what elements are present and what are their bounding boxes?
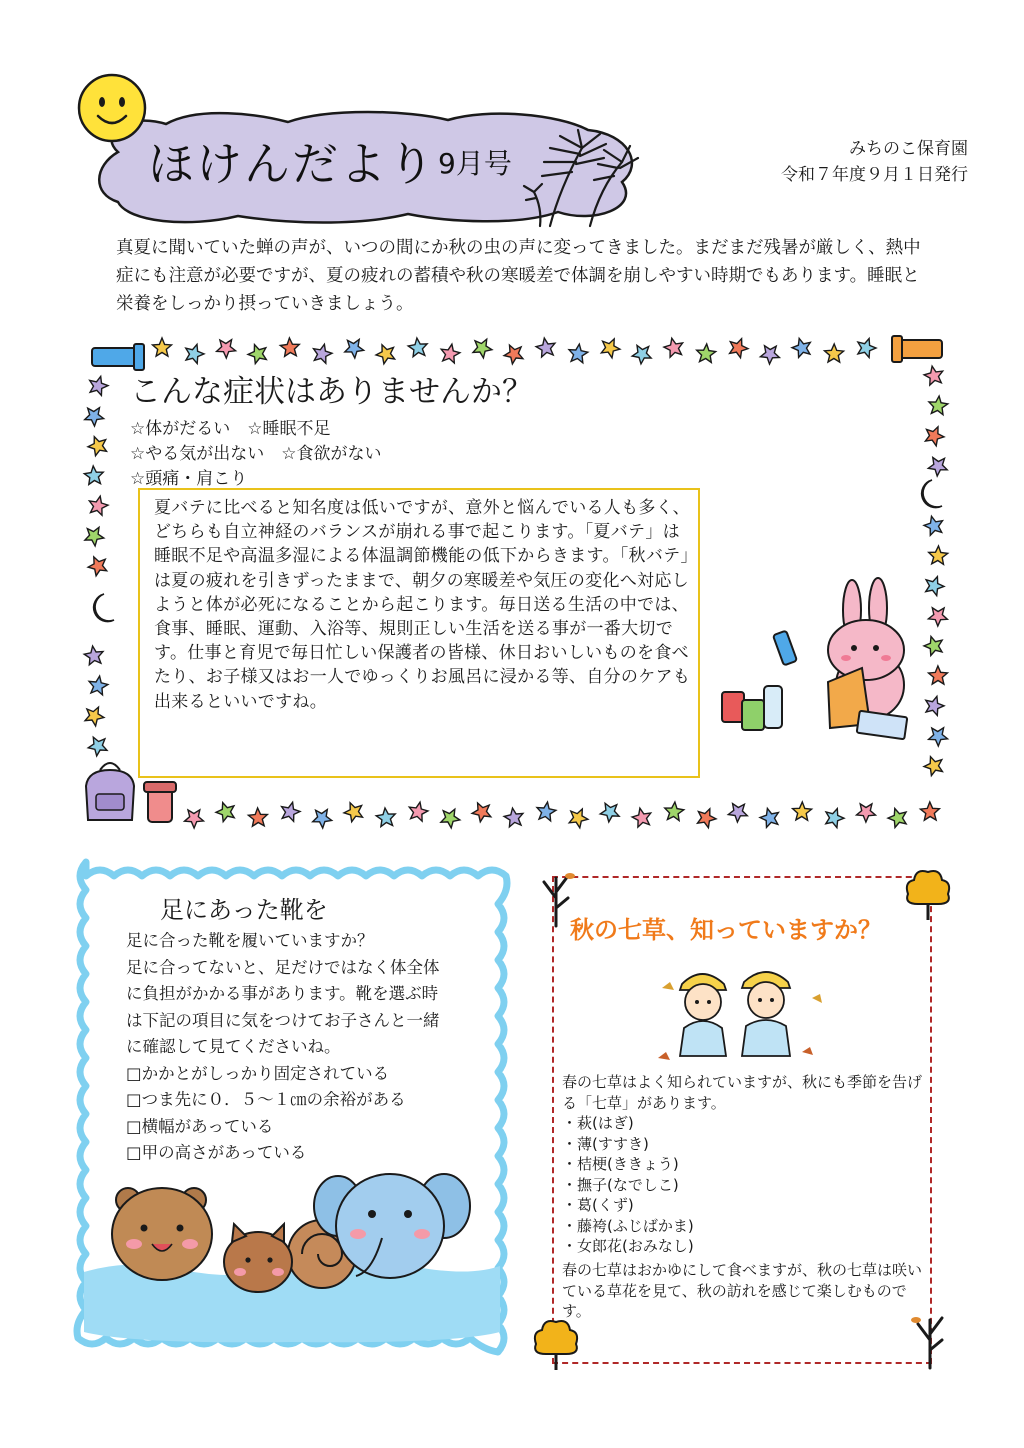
section3-outro: 春の七草はおかゆにして食べますが、秋の七草は咲いている草花を見て、秋の訪れを感じて楽しむものです。 [562, 1261, 923, 1320]
star-decoration [282, 802, 300, 821]
moon-icon [94, 594, 114, 622]
star-decoration [665, 802, 684, 821]
star-decoration [536, 338, 555, 357]
star-decoration [920, 802, 939, 820]
issue-label: 9月号 [438, 147, 512, 180]
shoe-checklist-item: □かかとがしっかり固定されている [126, 1063, 390, 1083]
autumn-tree-icon [904, 866, 952, 922]
star-decoration [728, 804, 747, 822]
star-decoration [153, 338, 172, 356]
star-decoration [929, 728, 948, 746]
star-decoration [88, 437, 107, 456]
star-decoration [924, 516, 943, 535]
star-decoration [84, 466, 103, 485]
herb-item: ・藤袴(ふじばかま) [562, 1216, 694, 1235]
shoe-text-line: は下記の項目に気をつけてお子さんと一緒 [126, 1010, 440, 1030]
star-decoration [89, 496, 108, 515]
star-decoration [441, 809, 460, 828]
nursery-name: みちのこ保育園 [849, 139, 968, 159]
star-decoration [314, 344, 333, 363]
sun-icon [76, 72, 148, 144]
star-decoration [569, 344, 588, 363]
star-decoration [472, 803, 491, 822]
star-decoration [924, 757, 942, 776]
herb-item: ・桔梗(ききょう) [562, 1155, 679, 1173]
autumn-tree-icon [532, 1316, 580, 1372]
section2-heading: 足にあった靴を [160, 896, 328, 924]
herb-item: ・萩(はぎ) [562, 1114, 634, 1132]
issue-date: 令和７年度９月１日発行 [781, 165, 968, 185]
shoe-checklist-item: □甲の高さがあっている [126, 1143, 307, 1162]
children-illustration [652, 958, 832, 1068]
water-bottle-illustration [144, 782, 176, 822]
star-decoration [441, 344, 460, 363]
star-decoration [248, 808, 267, 826]
star-decoration [601, 339, 620, 358]
star-decoration [792, 338, 810, 357]
star-decoration [84, 646, 103, 665]
star-decoration [569, 809, 588, 828]
section1-body: 夏バテに比べると知名度は低いですが、意外と悩んでいる人も多く、どちらも自立神経のバランスが崩れる事で起こります。「夏バテ」は睡眠不足や高温多湿による体温調節機能の低下からきます。「秋バテ」は夏の疲れを引きずったままで、朝夕の寒暖差や気圧の変化へ対応しようと体が必死になることから起こります。毎日送る生活の中では、食事、睡眠、運動、入浴等、規則正しい生活を送る事が一番大切です。仕事と育児で毎日忙しい保護者の皆様、休日おいしいものを食べたり、お子様又はお一人でゆっくりお風呂に浸かる等、自分のケアも出来るといいですね。 [154, 498, 691, 712]
star-decoration [280, 338, 299, 356]
star-decoration [473, 339, 492, 358]
star-decoration [858, 339, 876, 358]
symptom-line: ☆やる気が出ない ☆食欲がない [130, 444, 382, 464]
shoe-text-line: 足に合った靴を履いていますか？ [126, 931, 374, 950]
star-decoration [929, 396, 948, 415]
star-decoration [760, 808, 778, 827]
star-decoration [504, 345, 523, 364]
star-decoration [600, 803, 619, 822]
star-decoration [313, 810, 332, 829]
star-decoration [504, 808, 523, 827]
rabbit-illustration [722, 578, 907, 739]
shoe-text-line: 足に合ってないと、足だけではなく体全体 [126, 957, 440, 977]
star-decoration [929, 546, 948, 564]
star-decoration [344, 803, 363, 822]
star-decoration [632, 808, 651, 827]
star-decoration [248, 345, 266, 364]
section1-heading: こんな症状はありませんか？ [130, 374, 533, 410]
star-decoration [216, 803, 234, 822]
symptom-line: ☆頭痛・肩こり [130, 469, 248, 489]
bear-illustration [112, 1188, 212, 1280]
star-decoration [537, 802, 556, 821]
intro-paragraph: 真夏に聞いていた蝉の声が、いつの間にか秋の虫の声に変ってきました。まだまだ残暑が厳しく、熱中症にも注意が必要ですが、夏の疲れの蓄積や秋の寒暖差で体調を崩しやすい時期でもあります。睡眠と栄養をしっかり摂っていきましょう。 [116, 238, 921, 314]
star-decoration [926, 577, 944, 596]
star-decoration [928, 458, 947, 477]
star-decoration [664, 338, 683, 357]
star-decoration [185, 810, 204, 828]
star-decoration [760, 346, 779, 364]
star-decoration [924, 637, 942, 656]
star-decoration [376, 345, 395, 364]
star-decoration [85, 527, 104, 546]
star-decoration [85, 408, 104, 426]
star-decoration [90, 376, 108, 395]
star-decoration [857, 804, 876, 822]
herb-item: ・薄(すすき) [562, 1134, 649, 1153]
star-decoration [730, 339, 748, 358]
shoe-text-line: に負担がかかる事があります。靴を選ぶ時 [126, 984, 439, 1003]
herb-list [562, 1113, 694, 1257]
newsletter-title: ほけんだより [148, 137, 436, 191]
star-decoration [89, 676, 108, 695]
backpack-illustration [86, 763, 134, 820]
star-decoration [888, 809, 906, 828]
moon-icon [922, 480, 942, 508]
star-decoration [826, 809, 844, 828]
star-decoration [408, 338, 427, 357]
star-decoration [825, 344, 844, 362]
star-decoration [929, 666, 948, 684]
star-decoration [698, 809, 717, 828]
herb-item: ・葛(くず) [562, 1196, 634, 1214]
herb-item: ・撫子(なでしこ) [562, 1175, 679, 1194]
section2-body [126, 928, 476, 1167]
pampas-grass-icon [520, 128, 640, 228]
section3-intro: 春の七草はよく知られていますが、秋にも季節を告げる「七草」があります。 [562, 1073, 923, 1112]
star-decoration [376, 808, 395, 827]
shoe-checklist-item: □横幅があっている [126, 1116, 274, 1136]
section3-heading: 秋の七草、知っていますか？ [566, 910, 886, 945]
herb-item: ・女郎花(おみなし) [562, 1237, 694, 1255]
shoe-text-line: に確認して見てくださいね。 [126, 1037, 341, 1056]
star-decoration [632, 345, 651, 364]
star-decoration [925, 427, 944, 446]
star-decoration [928, 608, 947, 626]
star-decoration [88, 557, 107, 576]
star-decoration [924, 366, 943, 385]
star-decoration [793, 802, 812, 820]
flashlight-right-icon [892, 336, 942, 362]
star-decoration [697, 344, 716, 363]
star-decoration [186, 344, 204, 363]
shoe-checklist-item: □つま先に０．５～１㎝の余裕がある [126, 1090, 406, 1109]
symptom-line: ☆体がだるい ☆睡眠不足 [130, 419, 331, 439]
star-decoration [85, 707, 104, 726]
star-decoration [88, 737, 107, 756]
star-decoration [345, 339, 364, 358]
star-decoration [409, 802, 428, 821]
star-decoration [217, 340, 236, 358]
star-decoration [926, 696, 944, 715]
